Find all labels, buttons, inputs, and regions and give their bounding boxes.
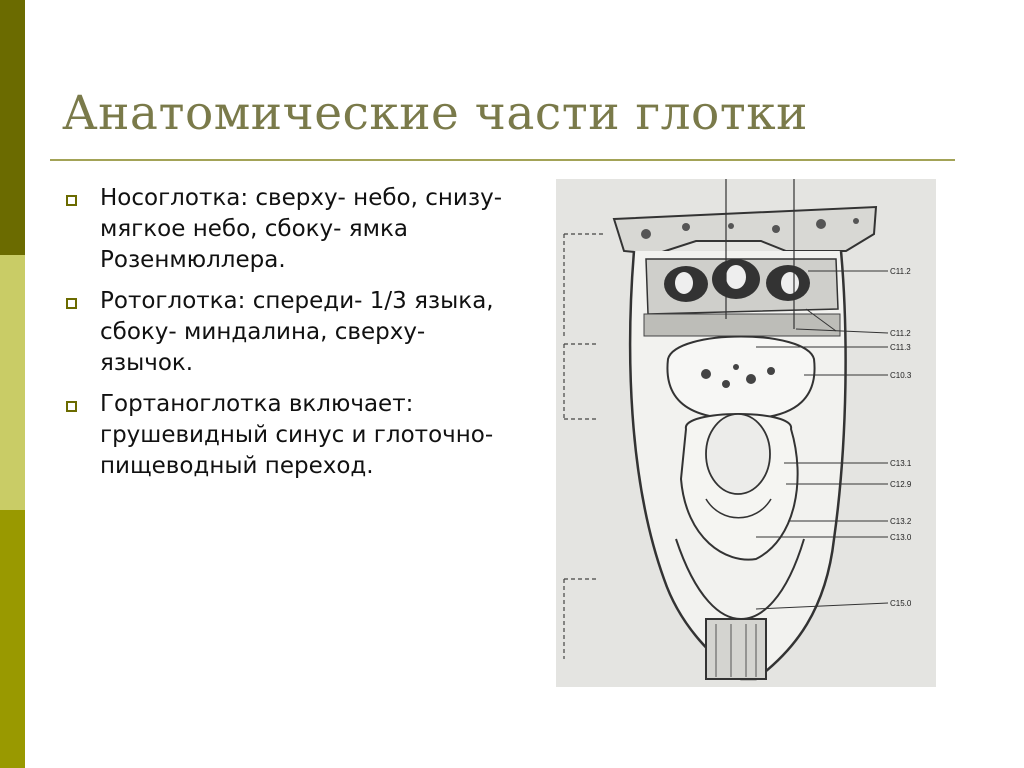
figure-label: C13.0 — [890, 533, 912, 542]
figure-label: C11.2 — [890, 329, 911, 338]
figure-label: C10.3 — [890, 371, 912, 380]
bullet-text: Ротоглотка: спереди- 1/3 языка, сбоку- миндалина, сверху- язычок. — [100, 288, 494, 376]
side-bar-top — [0, 0, 25, 255]
figure-label: C13.2 — [890, 517, 912, 526]
pharynx-diagram — [556, 179, 936, 687]
figure-label: C13.1 — [890, 459, 912, 468]
square-bullet-icon — [66, 298, 77, 309]
side-bar-bottom — [0, 510, 25, 768]
figure-label: C15.0 — [890, 599, 912, 608]
bullet-item — [64, 389, 514, 482]
figure-label: C11.3 — [890, 343, 911, 352]
pharynx-anatomy-figure — [556, 179, 936, 687]
bullet-text: Гортаноглотка включает: грушевидный синус и глоточно-пищеводный переход. — [100, 391, 494, 479]
square-bullet-icon — [66, 195, 77, 206]
figure-label: C12.9 — [890, 480, 912, 489]
title-underline — [50, 159, 955, 161]
slide-title: Анатомические части глотки — [62, 86, 808, 141]
bullet-text: Носоглотка: сверху- небо, снизу- мягкое небо, сбоку- ямка Розенмюллера. — [100, 185, 503, 273]
bullet-item — [64, 183, 514, 276]
side-bar-middle — [0, 255, 25, 510]
bullet-list — [64, 183, 514, 492]
figure-label: C11.2 — [890, 267, 911, 276]
square-bullet-icon — [66, 401, 77, 412]
bullet-item — [64, 286, 514, 379]
